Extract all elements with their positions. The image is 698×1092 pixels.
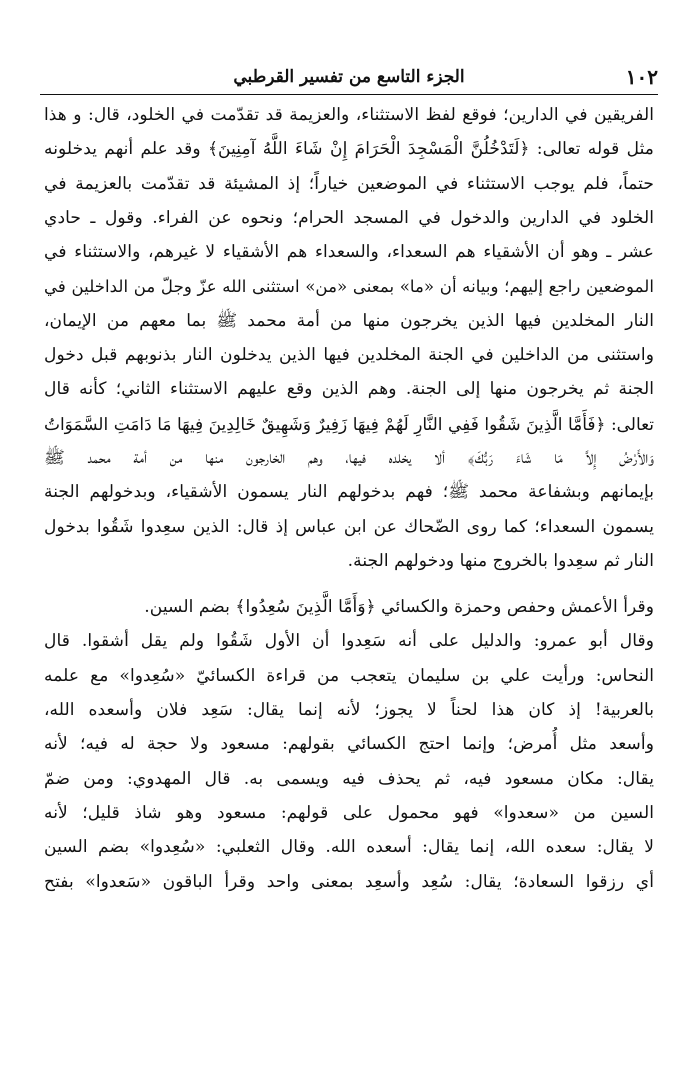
text-line: النحاس: ورأيت علي بن سليمان يتعجب من قراءة الكسائيّ «سُعِدوا» مع علمه (44, 665, 654, 686)
text-line: يقال: مكان مسعود فيه، ثم يحذف فيه ويسمى به. قال المهدوي: ومن ضمّ (44, 768, 654, 789)
paragraph-1 (44, 98, 654, 578)
text-line: السين من «سعدوا» فهو محمول على قولهم: مسعود وهو شاذ قليل؛ لأنه (44, 802, 654, 823)
text-line: وقال أبو عمرو: والدليل على أنه سَعِدوا أن الأول شَقُوا ولم يقل أشقوا. قال (44, 631, 654, 652)
paragraph-2 (44, 590, 654, 899)
text-line: النار ثم سعِدوا بالخروج منها ودخولهم الجنة. (347, 550, 654, 571)
text-line: لا يقال: سعده الله، إنما يقال: أسعده الله. وقال الثعلبي: «سُعِدوا» بضم السين (44, 837, 654, 858)
page-header (40, 62, 658, 92)
text-line: وقرأ الأعمش وحفص وحمزة والكسائي ﴿وَأَمَّا الَّذِينَ سُعِدُوا﴾ بضم السين. (144, 597, 654, 618)
text-line: واستثنى من الداخلين في الجنة المخلدين فيها الذين يدخلون النار بذنوبهم قبل دخول (44, 345, 654, 366)
text-line: حتماً، فلم يوجب الاستثناء في الموضعين خياراً؛ إذ المشيئة قد تقدّمت بالعزيمة في (44, 173, 654, 194)
text-line: الموضعين راجع إليهم؛ وبيانه أن «ما» بمعنى «من» استثنى الله عزّ وجلّ من الداخلين في (44, 276, 654, 297)
text-line: وَالأَرْضُ إِلاَّ مَا شَاءَ رَبُّكَ﴾ ألا يخلده فيها، وهم الخارجون منها من أمة محمد ﷺ (44, 447, 654, 468)
text-line: الخلود في الدارين والدخول في المسجد الحرام؛ ونحوه عن الفراء. وقول ـ حادي (44, 207, 654, 228)
text-line: بالعربية! إذ كان هذا لحناً لا يجوز؛ لأنه إنما يقال: سَعِد فلان وأسعده الله، (44, 700, 654, 721)
text-line: الجنة ثم يخرجون منها إلى الجنة. وهم الذين وقع عليهم الاستثناء الثاني؛ كأنه قال (44, 379, 654, 400)
header-divider (40, 94, 658, 95)
text-line: وأسعد مثل أُمرض؛ وإنما احتج الكسائي بقولهم: مسعود ولا حجة له فيه؛ لأنه (44, 734, 654, 755)
text-line: عشر ـ وهو أن الأشقياء هم السعداء، والسعداء هم الأشقياء لا غيرهم، والاستثناء في (44, 242, 654, 263)
text-line: أي رزقوا السعادة؛ يقال: سُعِد وأسعِد بمعنى واحد وقرأ الباقون «سَعدوا» بفتح (44, 871, 654, 892)
text-line: الفريقين في الدارين؛ فوقع لفظ الاستثناء، والعزيمة قد تقدّمت في الخلود، قال: و هذا (44, 105, 654, 125)
page-body (44, 98, 654, 899)
page-number: ١٠٢ (625, 65, 658, 89)
text-line: النار المخلدين فيها الذين يخرجون منها من أمة محمد ﷺ بما معهم من الإيمان، (44, 310, 654, 331)
text-line: تعالى: ﴿فَأَمَّا الَّذِينَ شَقُوا فَفِي النَّارِ لَهُمْ فِيهَا زَفِيرٌ وَشَهِيقٌ خَالِدِينَ فِيهَا مَا دَامَتِ السَّمَوَاتُ (44, 413, 654, 434)
text-line: بإيمانهم وبشفاعة محمد ﷺ؛ فهم بدخولهم النار يسمون الأشقياء، وبدخولهم الجنة (44, 482, 654, 503)
running-title: الجزء التاسع من تفسير القرطبي (233, 67, 465, 87)
text-line: يسمون السعداء؛ كما روى الضّحاك عن ابن عباس إذ قال: الذين سعِدوا شَقُوا بدخول (44, 516, 654, 537)
text-line: مثل قوله تعالى: ﴿لَتَدْخُلُنَّ الْمَسْجِدَ الْحَرَامَ إِنْ شَاءَ اللَّهُ آمِنِينَ﴾ وقد علم أنهم يدخلونه (44, 139, 654, 160)
paragraph-gap (44, 578, 654, 590)
